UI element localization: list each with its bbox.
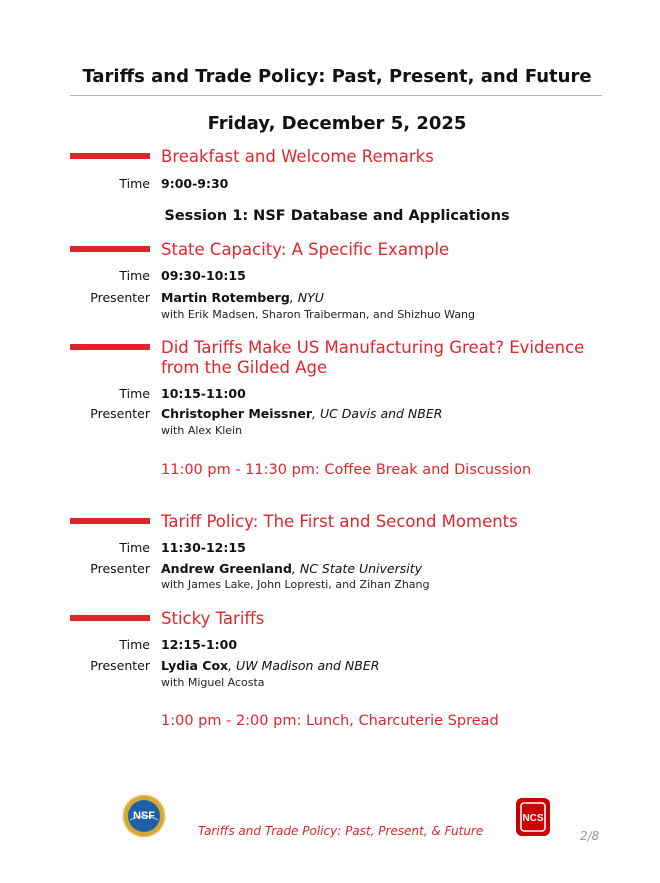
talk-title: Tariff Policy: The First and Second Moments [161, 512, 518, 531]
presenter-name: Andrew Greenland [161, 561, 292, 576]
presenter-affiliation: , UW Madison and NBER [228, 658, 380, 673]
presenter-label: Presenter [90, 406, 150, 421]
talk-title: Sticky Tariffs [161, 609, 265, 628]
coffee-break: 11:00 pm - 11:30 pm: Coffee Break and Discussion [161, 462, 532, 478]
talk-time: 10:15-11:00 [161, 386, 246, 401]
page-number: 2/8 [580, 829, 600, 843]
section-bar [70, 615, 150, 621]
presenter-label: Presenter [90, 658, 150, 673]
talk-title: Did Tariffs Make US Manufacturing Great? Evidence from the Gilded Age [161, 338, 585, 377]
document-title: Tariffs and Trade Policy: Past, Present, and Future [82, 66, 592, 87]
section-bar [70, 246, 150, 252]
talk-title: State Capacity: A Specific Example [161, 240, 450, 259]
coauthors: with Erik Madsen, Sharon Traiberman, and Shizhuo Wang [161, 308, 476, 321]
talk-time: 11:30-12:15 [161, 540, 246, 555]
session-heading: Session 1: NSF Database and Applications [164, 208, 510, 224]
breakfast-title: Breakfast and Welcome Remarks [161, 147, 434, 166]
presenter-affiliation: , UC Davis and NBER [312, 406, 443, 421]
time-label: Time [119, 540, 150, 555]
footer-title: Tariffs and Trade Policy: Past, Present, & Future [198, 824, 484, 838]
header-divider [70, 95, 602, 96]
coauthors: with James Lake, John Lopresti, and Zihan Zhang [161, 578, 430, 591]
presenter-line [161, 658, 379, 673]
presenter-label: Presenter [90, 561, 150, 576]
ncstate-logo-text: NCS [522, 813, 544, 824]
talk-time: 09:30-10:15 [161, 268, 246, 283]
presenter-line [161, 290, 324, 305]
nsf-logo [122, 794, 166, 838]
presenter-affiliation: , NC State University [291, 561, 423, 576]
time-label: Time [119, 637, 150, 652]
presenter-name: Lydia Cox [161, 658, 229, 673]
presenter-label: Presenter [90, 290, 150, 305]
section-bar [70, 153, 150, 159]
coauthors: with Miguel Acosta [161, 676, 265, 689]
nsf-logo-text: NSF [133, 810, 155, 822]
presenter-line [161, 561, 422, 576]
presenter-name: Christopher Meissner [161, 406, 312, 421]
ncstate-logo [516, 798, 550, 836]
time-label: Time [119, 386, 150, 401]
lunch-break: 1:00 pm - 2:00 pm: Lunch, Charcuterie Spread [161, 713, 499, 729]
time-label: Time [119, 268, 150, 283]
presenter-name: Martin Rotemberg [161, 290, 290, 305]
talk-time: 12:15-1:00 [161, 637, 238, 652]
breakfast-time: 9:00-9:30 [161, 176, 229, 191]
section-bar [70, 518, 150, 524]
section-bar [70, 344, 150, 350]
presenter-affiliation: , NYU [289, 290, 324, 305]
date-heading: Friday, December 5, 2025 [207, 113, 467, 134]
presenter-line [161, 406, 442, 421]
coauthors: with Alex Klein [161, 424, 243, 437]
time-label: Time [119, 176, 150, 191]
